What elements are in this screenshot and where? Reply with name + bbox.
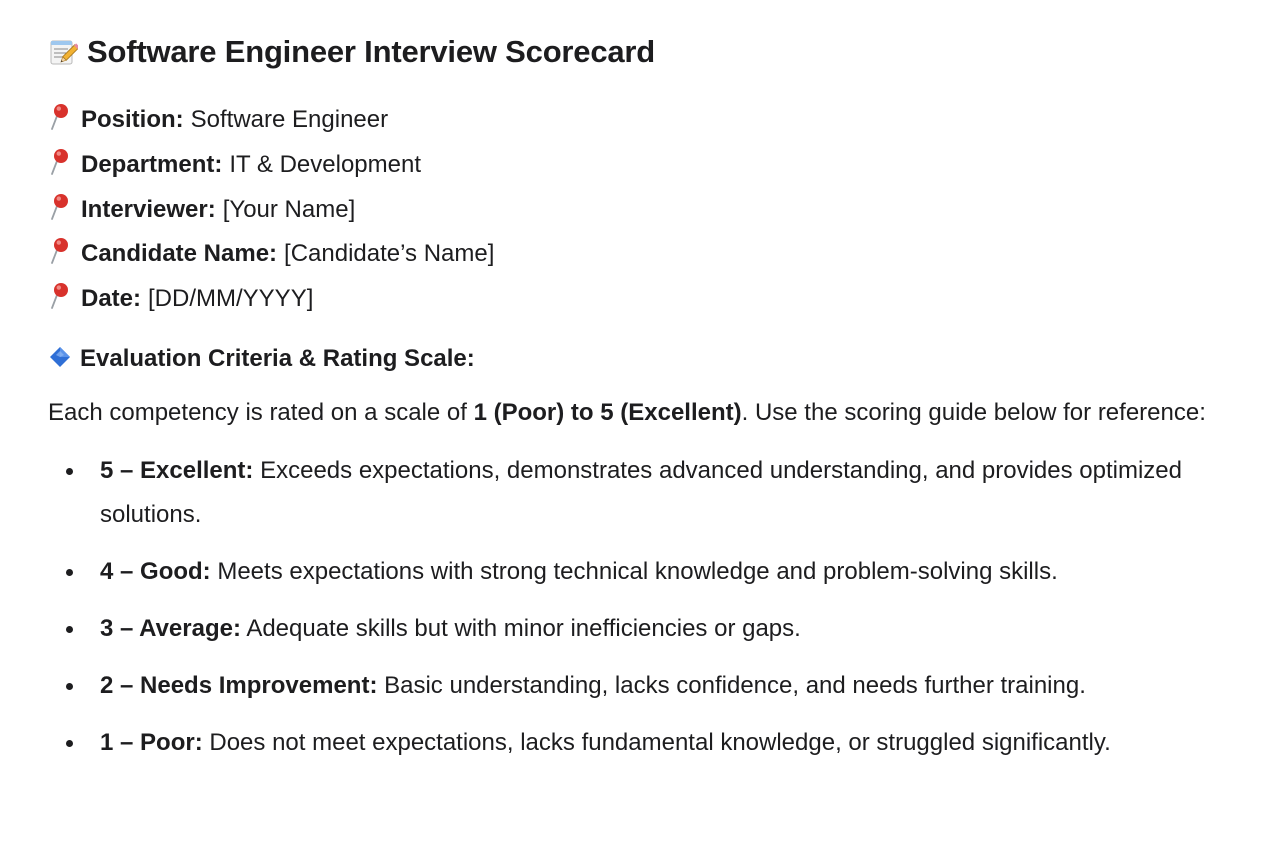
list-item [48,449,1210,537]
detail-label: Position: [81,106,184,134]
interview-details-list [48,98,1235,321]
page-title-text: Software Engineer Interview Scorecard [87,34,656,69]
list-item [48,607,1210,651]
rating-description: Meets expectations with strong technical knowledge and problem-solving skills. [217,558,1058,586]
detail-interviewer [48,187,1235,232]
bullet-dot [66,626,73,633]
bullet-dot [66,468,73,475]
intro-text-end: . Use the scoring guide below for reference: [741,399,1206,427]
list-item [48,664,1210,708]
intro-scale-range: 1 (Poor) to 5 (Excellent) [473,399,742,427]
rating-label: 4 – Good: [100,558,211,586]
rating-scale-intro [48,391,1208,435]
rating-label: 2 – Needs Improvement: [100,672,378,700]
round-pushpin-icon [48,148,73,176]
section-heading [48,337,1235,381]
detail-label: Candidate Name: [81,240,278,268]
detail-label: Department: [81,151,223,179]
detail-position [48,98,1235,143]
rating-label: 5 – Excellent: [100,457,254,485]
memo-icon [48,37,78,67]
rating-label: 1 – Poor: [100,729,203,757]
rating-scale-list [48,449,1235,765]
round-pushpin-icon [48,237,73,265]
blue-diamond-icon [48,345,72,369]
intro-text-start: Each competency is rated on a scale of [48,399,474,427]
detail-label: Interviewer: [81,195,216,223]
rating-description: Exceeds expectations, demonstrates advanced understanding, and provides optimized solutions. [100,457,1182,529]
detail-value: [Your Name] [222,195,356,223]
detail-value: [Candidate’s Name] [284,240,495,268]
page-title [48,32,1235,72]
rating-description: Basic understanding, lacks confidence, and needs further training. [384,672,1086,700]
list-item [48,721,1210,765]
rating-label: 3 – Average: [100,615,241,643]
detail-value: [DD/MM/YYYY] [148,285,314,313]
round-pushpin-icon [48,103,73,131]
detail-value: IT & Development [229,151,422,179]
round-pushpin-icon [48,282,73,310]
detail-candidate-name [48,232,1235,277]
detail-value: Software Engineer [190,106,389,134]
bullet-dot [66,740,73,747]
section-heading-text: Evaluation Criteria & Rating Scale: [80,345,475,373]
detail-date [48,277,1235,322]
detail-label: Date: [81,285,142,313]
bullet-dot [66,569,73,576]
detail-department [48,143,1235,188]
bullet-dot [66,683,73,690]
rating-description: Does not meet expectations, lacks fundamental knowledge, or struggled significantly. [209,729,1111,757]
rating-description: Adequate skills but with minor inefficiencies or gaps. [246,615,801,643]
round-pushpin-icon [48,193,73,221]
list-item [48,550,1210,594]
